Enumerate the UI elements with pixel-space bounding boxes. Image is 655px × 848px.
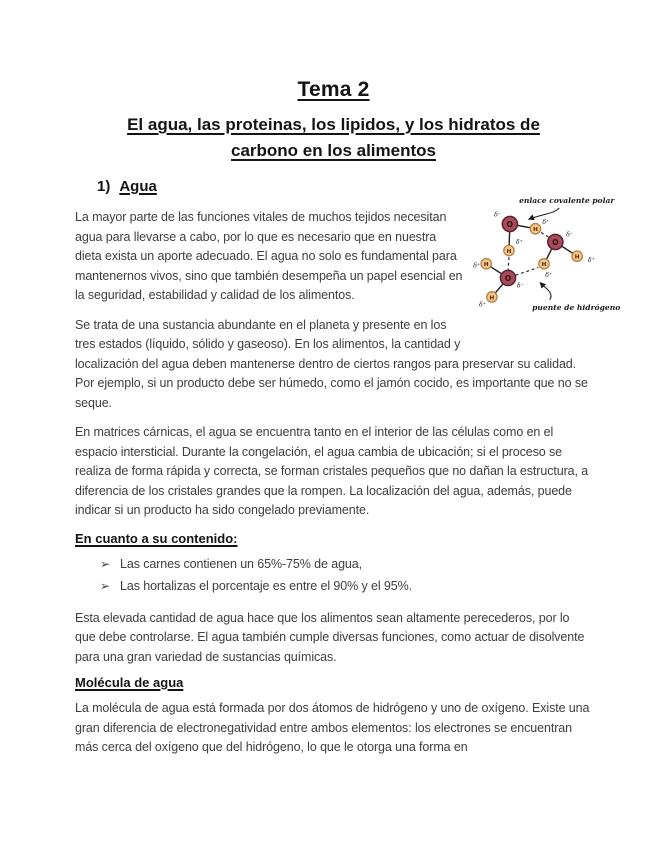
delta-minus-label: δ⁻ [566,231,574,239]
content-subheading: En cuanto a su contenido: [75,530,238,546]
delta-minus-label: δ⁻ [516,282,524,290]
hydrogen-bond-arrow [540,283,551,300]
delta-plus-label: δ⁺ [473,262,481,270]
oxygen-symbol: O [504,273,512,283]
paragraph-states: Se trata de una sustancia abundante en el planeta y presente en los tres estados (líquido, sólido y gaseoso). En los alimentos, la cantidad y localización del agua deben mantenerse dentro de ciertos rangos para preservar su calidad. Por ejemplo, si un producto debe ser húmedo, como el jamón cocido, es importante que no se seque. [75,317,588,410]
delta-plus-label: δ⁺ [545,272,553,280]
hydrogen-symbol: H [541,262,547,269]
section-number: 1) [97,178,111,195]
hydrogen-bond [541,233,549,238]
water-molecule-figure [472,186,652,334]
list-item-hortalizas [100,575,592,597]
delta-plus-label: δ⁺ [542,219,550,226]
covalent-bond-label: enlace covalente polar [519,196,615,206]
water-content-list [75,553,592,597]
delta-plus-label: δ⁺ [478,301,486,309]
paragraph-intro: La mayor parte de las funciones vitales de muchos tejidos necesitan agua para llevarse a cabo, por lo que es necesario que en nuestra dieta exista un aporte adecuado. El agua no solo es fundamental para mantenernos vivos, sino que también desempeña un papel esencial en la seguridad, estabilidad y calidad de los alimentos. [75,210,463,302]
list-item-text: Las hortalizas el porcentaje es entre el 90% y el 95%. [120,578,412,593]
delta-plus-label: δ⁺ [515,238,523,246]
list-item-carnes [100,553,592,575]
hydrogen-bond-label: puente de hidrógeno [532,303,621,313]
hydrogen-symbol: H [533,227,538,234]
doc-subtitle-line2: carbono en los alimentos [231,141,436,160]
hydrogen-symbol: H [506,248,512,255]
hydrogen-symbol: H [483,262,489,269]
delta-plus-label: δ⁺ [587,256,595,264]
covalent-arrow [529,208,559,219]
paragraph-molecula: La molécula de agua está formada por dos átomos de hidrógeno y uno de oxígeno. Existe una gran diferencia de electronegatividad entre ambos elementos: los electrones se encuentran más cerca del oxígeno que del hidrógeno, lo que le otorga una forma en [75,701,590,754]
list-item-text: Las carnes contienen un 65%-75% de agua, [120,556,363,571]
hydrogen-symbol: H [489,295,495,302]
doc-title: Tema 2 [297,78,370,101]
hydrogen-symbol: H [574,254,580,261]
hydrogen-bond [516,268,539,276]
hydrogen-bond [508,257,509,271]
section-label: Agua [119,178,157,195]
bullet-arrow-icon: ➢ [100,578,110,593]
doc-subtitle [75,112,592,164]
oxygen-symbol: O [506,219,514,229]
bullet-arrow-icon: ➢ [100,556,110,571]
molecule-subheading: Molécula de agua [75,675,184,690]
paragraph-matrices: En matrices cárnicas, el agua se encuentra tanto en el interior de las células como en el espacio intersticial. Durante la congelación, el agua cambia de ubicación; si el proceso se realiza de forma rápida y correcta, se forman cristales pequeños que no dañan la estructura, a diferencia de los cristales grandes que la rompen. La localización del agua, además, puede indicar si un producto ha sido congelado previamente. [75,425,589,517]
paragraph-perecederos: Esta elevada cantidad de agua hace que los alimentos sean altamente perecederos, por lo que debe controlarse. El agua también cumple diversas funciones, como actuar de disolvente para una gran variedad de sustancias químicas. [75,610,585,664]
water-molecules-illustration [472,186,652,334]
oxygen-symbol: O [552,237,559,247]
delta-minus-label: δ⁻ [494,211,502,219]
doc-subtitle-line1: El agua, las proteinas, los lipidos, y los hidratos de [127,115,540,134]
